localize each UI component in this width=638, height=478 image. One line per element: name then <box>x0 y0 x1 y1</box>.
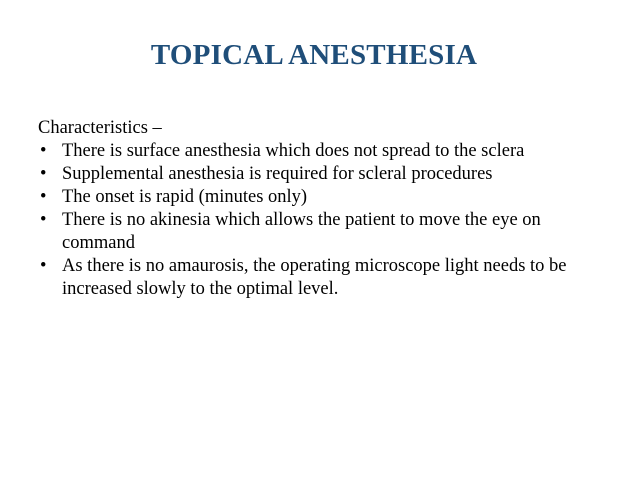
bullet-text: Supplemental anesthesia is required for scleral procedures <box>62 164 493 184</box>
bullet-item <box>38 255 613 301</box>
bullet-item <box>38 163 613 186</box>
intro-text: Characteristics – <box>38 118 162 138</box>
bullet-list <box>38 140 613 301</box>
bullet-item <box>38 186 613 209</box>
slide-title: TOPICAL ANESTHESIA <box>150 39 478 71</box>
bullet-text: The onset is rapid (minutes only) <box>62 187 308 207</box>
bullet-text: There is no akinesia which allows the patient to move the eye on command <box>62 210 541 253</box>
bullet-item <box>38 140 613 163</box>
bullet-marker: • <box>40 164 47 184</box>
bullet-item <box>38 209 613 255</box>
bullet-text: As there is no amaurosis, the operating microscope light needs to be increased slowly to the optimal level. <box>62 256 567 299</box>
bullet-text: There is surface anesthesia which does not spread to the sclera <box>62 141 525 161</box>
slide-body <box>38 117 613 301</box>
bullet-marker: • <box>40 256 47 276</box>
bullet-marker: • <box>40 210 47 230</box>
bullet-marker: • <box>40 187 47 207</box>
bullet-marker: • <box>40 141 47 161</box>
